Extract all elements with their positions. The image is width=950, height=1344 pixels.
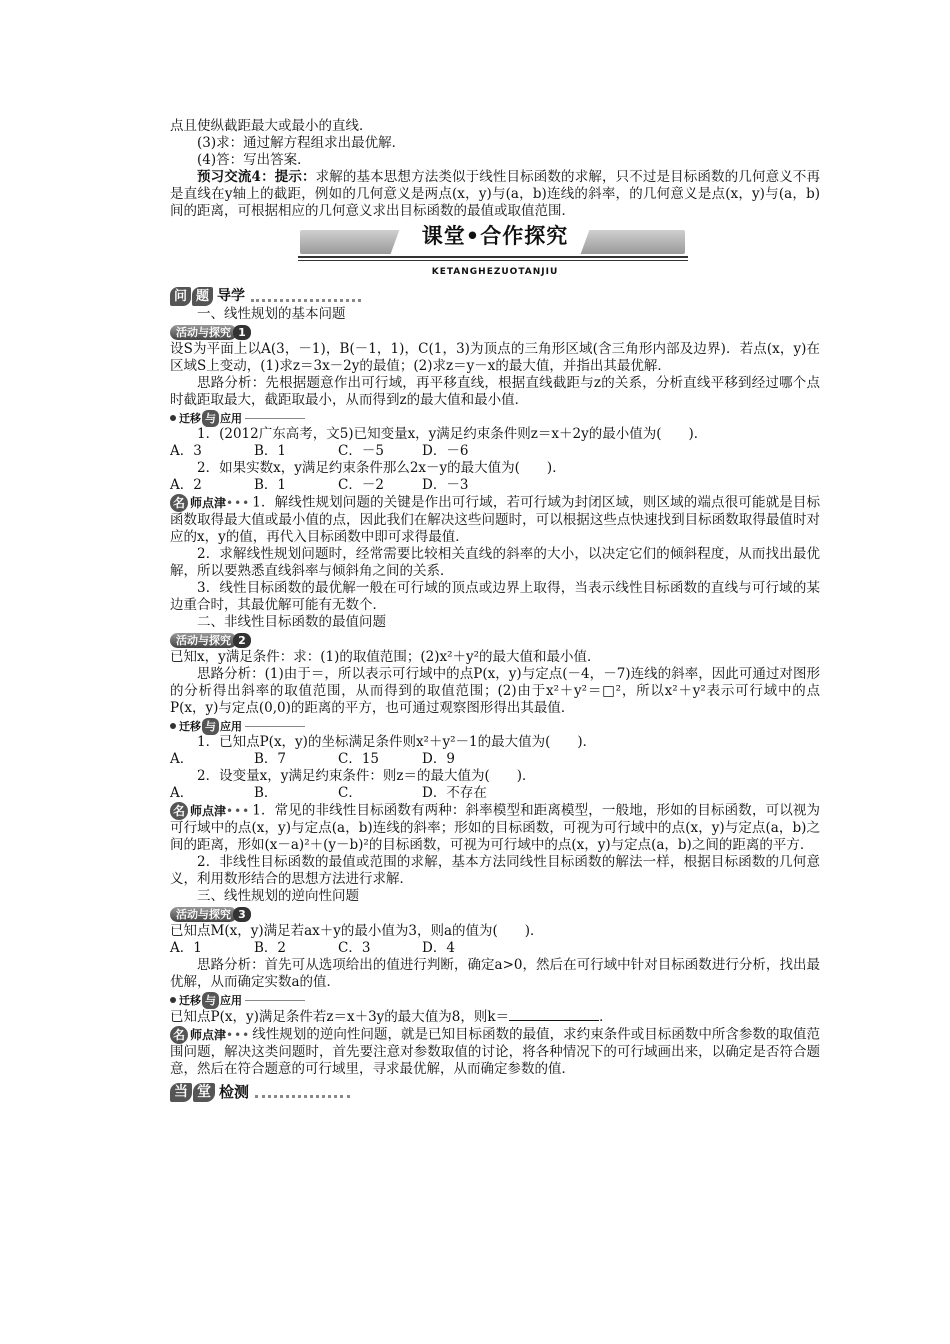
option-b: B． (254, 785, 278, 801)
ming-dots: ••• (226, 495, 251, 510)
section-dots (251, 291, 361, 302)
section-text: 检测 (219, 1082, 250, 1101)
transfer-line (245, 418, 305, 419)
option-b: B．1 (254, 443, 287, 459)
part1-tip-2: 2．求解线性规划问题时，经常需要比较相关直线的斜率的大小，以决定它们的倾斜程度，从而找出最优解，所以要熟悉直线斜率与倾斜角之间的关系． (170, 546, 820, 579)
activity-label: 活动与探究 (170, 325, 237, 340)
option-b: B．7 (254, 751, 287, 767)
banner-title: 课堂•合作探究 (421, 224, 569, 248)
part2-q1: 1．已知点P(x，y)的坐标满足条件则x²＋y²－1的最大值为( )． (197, 734, 597, 750)
section-text: 导学 (217, 287, 246, 304)
ming-label: 师点津 (190, 495, 227, 510)
intro-line-3: (4)答：写出答案． (197, 152, 311, 168)
part2-q2: 2．设变量x，y满足约束条件：则z＝的最大值为( )． (197, 768, 536, 784)
bullet-icon (170, 997, 176, 1003)
part2-analysis: 思路分析：(1)由于＝，所以表示可行域中的点P(x，y)与定点(－4，－7)连线的斜率，因此可通过对图形的分析得出斜率的取值范围，从而得到的取值范围；(2)由于x²＋y²＝□²，所以x²＋y²表示可行域中的点P(x，y)与定点(0,0)的距离的平方，也可通过观察图形得出其最值． (170, 666, 820, 716)
q1-end: ． (599, 1009, 613, 1025)
preview-label: 预习交流4：提示： (197, 169, 316, 185)
option-c: C．－5 (338, 443, 384, 459)
bullet-icon (170, 723, 176, 729)
option-a: A． (170, 785, 194, 801)
option-d: D．4 (422, 940, 455, 956)
transfer-label-b: 与 (202, 410, 219, 427)
ming-badge: 名 (170, 494, 188, 512)
part3-options (170, 940, 820, 957)
transfer-label-a: 迁移 (179, 719, 201, 733)
section-banner (170, 224, 820, 282)
option-a: A．1 (170, 940, 202, 956)
option-d: D．不存在 (422, 785, 487, 801)
ming-dots: ••• (226, 803, 251, 818)
section-pill-2: 堂 (193, 1083, 215, 1102)
mingshi-tag (170, 494, 250, 512)
section-pill-1: 问 (170, 287, 191, 306)
part1-analysis: 思路分析：先根据题意作出可行域，再平移直线，根据直线截距与z的关系，分析直线平移到经过哪个点时截距取最大，截距取最小，从而得到z的最大值和最小值． (170, 375, 820, 408)
part2-q1-options (170, 751, 820, 768)
ming-label: 师点津 (190, 1027, 227, 1042)
part3-heading: 三、线性规划的逆向性问题 (197, 888, 359, 904)
section-dangtang-jiance (170, 1081, 820, 1103)
option-c: C． (338, 785, 362, 801)
option-a: A．3 (170, 443, 202, 459)
part1-heading: 一、线性规划的基本问题 (197, 306, 346, 322)
preview-text: 求解的基本思想方法类似于线性目标函数的求解，只不过是目标函数的几何意义不再是直线在y轴上的截距，例如的几何意义是两点(x，y)与(a，b)连线的斜率，的几何意义是点(x，y)与(a，b)间的距离，可根据相应的几何意义求出目标函数的最值或取值范围． (170, 169, 820, 219)
ming-dots: ••• (226, 1027, 251, 1042)
option-d: D．－3 (422, 477, 469, 493)
banner-subtitle: KETANGHEZUOTANJIU (431, 267, 559, 277)
option-d: D．－6 (422, 443, 469, 459)
option-b: B．2 (254, 940, 287, 956)
activity-number: 1 (233, 325, 251, 340)
bullet-icon (170, 415, 176, 421)
part2-q2-options (170, 785, 820, 802)
transfer-label-c: 应用 (220, 411, 242, 425)
tip-text: 1．常见的非线性目标函数有两种：斜率模型和距离模型，一般地，形如的目标函数，可以视为可行域中的点(x，y)与定点(a，b)连线的斜率；形如的目标函数，可视为可行域中的点(x，y)与定点(a，b)之间的距离，形如(x－a)²＋(y－b)²的目标函数，可视为可行域中的点(x，y)与定点(a，b)之间的距离的平方． (170, 802, 820, 853)
part1-q2: 2．如果实数x，y满足约束条件那么2x－y的最大值为( )． (197, 460, 566, 476)
transfer-label-a: 迁移 (179, 993, 201, 1007)
mingshi-tag (170, 1026, 250, 1044)
part2-tip-1 (170, 802, 820, 854)
part1-q2-options (170, 477, 820, 494)
option-c: C．－2 (338, 477, 384, 493)
activity-tag-3 (170, 906, 251, 922)
tip-text: 1．解线性规划问题的关键是作出可行域，若可行域为封闭区域，则区域的端点很可能就是目标函数取得最大值或最小值的点，因此我们在解决这些问题时，可以根据这些点快速找到目标函数取得最值时对应的x，y的值，再代入目标函数中即可求得最值． (170, 494, 820, 545)
option-c: C．3 (338, 940, 371, 956)
ming-badge: 名 (170, 802, 188, 820)
activity-tag-1 (170, 324, 251, 340)
part2-problem: 已知x，y满足条件：求：(1)的取值范围；(2)x²＋y²的最大值和最小值． (170, 649, 601, 665)
ming-badge: 名 (170, 1026, 188, 1044)
section-pill-1: 当 (170, 1083, 192, 1102)
part3-analysis: 思路分析：首先可从选项给出的值进行判断，确定a>0，然后在可行域中针对目标函数进行分析，找出最优解，从而确定实数a的值． (170, 957, 820, 990)
transfer-line (245, 1000, 305, 1001)
section-wenti-daoxue (170, 286, 820, 306)
transfer-label-a: 迁移 (179, 411, 201, 425)
answer-blank (509, 1008, 599, 1021)
ming-label: 师点津 (190, 803, 227, 818)
transfer-label-b: 与 (202, 992, 219, 1009)
part3-q1 (170, 1008, 820, 1026)
transfer-line (245, 726, 305, 727)
option-d: D．9 (422, 751, 455, 767)
mingshi-tag (170, 802, 250, 820)
activity-number: 3 (233, 907, 251, 922)
section-pill-2: 题 (192, 287, 213, 306)
transfer-label-c: 应用 (220, 719, 242, 733)
part1-tip-3: 3．线性目标函数的最优解一般在可行域的顶点或边界上取得，当表示线性目标函数的直线与可行域的某边重合时，其最优解可能有无数个． (170, 580, 820, 613)
transfer-label-c: 应用 (220, 993, 242, 1007)
transfer-tag-2 (170, 718, 305, 734)
option-a: A． (170, 751, 194, 767)
option-c: C．15 (338, 751, 380, 767)
banner-rule-thin (298, 260, 688, 261)
transfer-label-b: 与 (202, 718, 219, 735)
intro-line-2: (3)求：通过解方程组求出最优解． (197, 135, 406, 151)
transfer-tag-3 (170, 992, 305, 1008)
part1-tip-1 (170, 494, 820, 546)
option-b: B．1 (254, 477, 287, 493)
banner-rule (298, 256, 688, 258)
part1-problem: 设S为平面上以A(3，－1)，B(－1，1)，C(1，3)为顶点的三角形区域(含三角形内部及边界)．若点(x，y)在区域S上变动，(1)求z＝3x－2y的最值；(2)求z＝y－x的最大值，并指出其最优解． (170, 341, 820, 374)
part2-tip-2: 2．非线性目标函数的最值或范围的求解，基本方法同线性目标函数的解法一样，根据目标函数的几何意义，利用数形结合的思想方法进行求解． (170, 854, 820, 887)
part3-tip (170, 1026, 820, 1078)
q1-text: 已知点P(x，y)满足条件若z＝x＋3y的最大值为8，则k＝ (170, 1009, 510, 1025)
part1-q1: 1．(2012广东高考，文5)已知变量x，y满足约束条件则z＝x＋2y的最小值为( )． (197, 426, 708, 442)
part2-heading: 二、非线性目标函数的最值问题 (197, 614, 386, 630)
part3-problem: 已知点M(x，y)满足若ax＋y的最小值为3，则a的值为( )． (170, 923, 544, 939)
part1-q1-options (170, 443, 820, 460)
transfer-tag-1 (170, 410, 305, 426)
option-a: A．2 (170, 477, 202, 493)
activity-label: 活动与探究 (170, 907, 237, 922)
intro-line-1: 点且使纵截距最大或最小的直线． (170, 118, 373, 134)
activity-number: 2 (233, 633, 251, 648)
preview-exchange (170, 169, 820, 220)
activity-label: 活动与探究 (170, 633, 237, 648)
tip-text: 线性规划的逆向性问题，就是已知目标函数的最值，求约束条件或目标函数中所含参数的取值范围问题，解决这类问题时，首先要注意对参数取值的讨论，将各种情况下的可行域画出来，以确定是否符合题意，然后在符合题意的可行域里，寻求最优解，从而确定参数的值． (170, 1026, 820, 1077)
page-content (170, 118, 820, 1103)
activity-tag-2 (170, 632, 251, 648)
section-dots (255, 1087, 350, 1098)
